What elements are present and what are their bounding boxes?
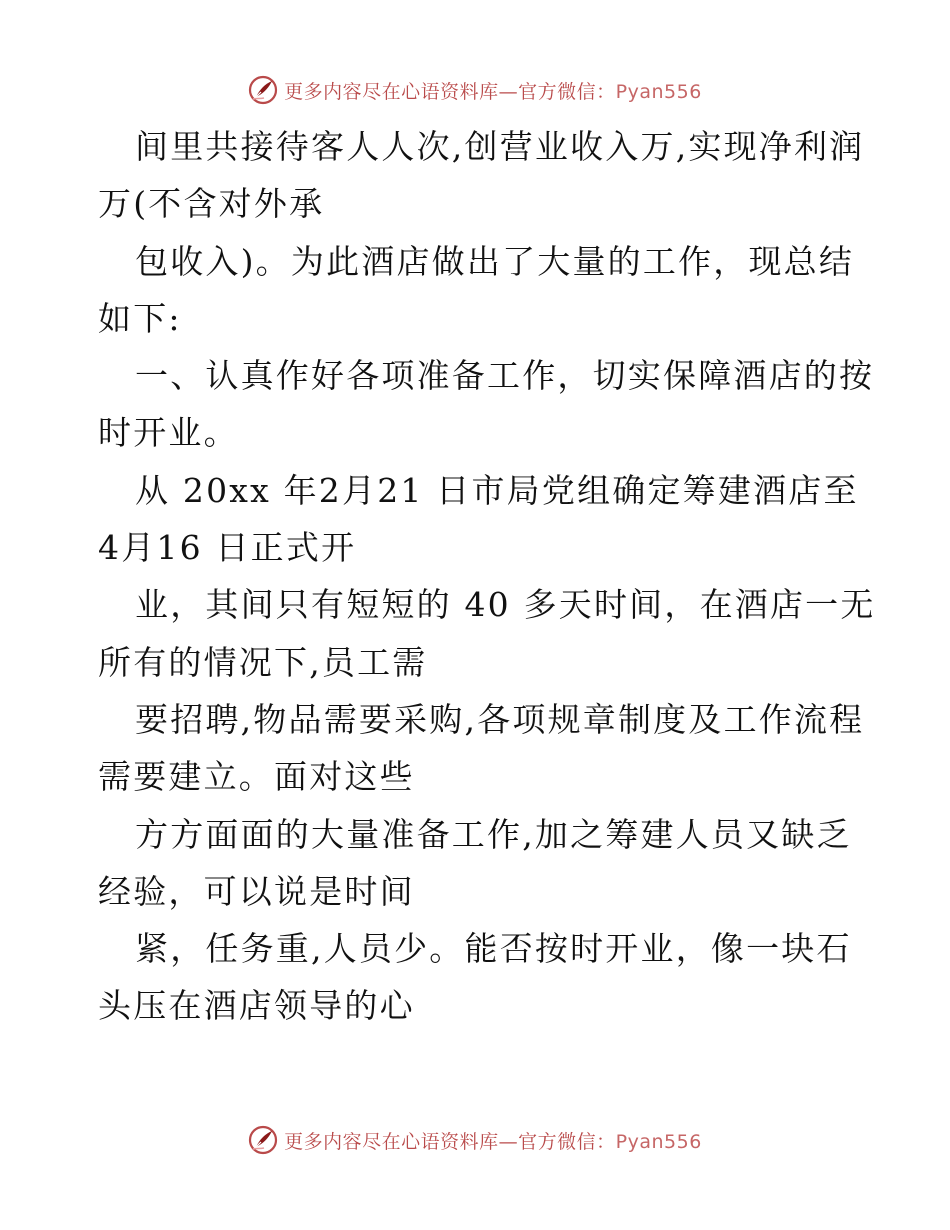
body-line: 要招聘,物品需要采购,各项规章制度及工作流程	[135, 699, 865, 739]
footer-wechat-id: Pyan556	[615, 1130, 702, 1153]
header-wechat-id: Pyan556	[615, 80, 702, 103]
footer-banner-label: 更多内容尽在心语资料库—官方微信：	[284, 1130, 616, 1153]
body-line: 需要建立。面对这些	[98, 757, 415, 797]
body-line: 从 20xx 年2月21 日市局党组确定筹建酒店至	[135, 470, 859, 510]
quill-logo-icon	[248, 1125, 278, 1155]
body-line: 如下:	[98, 298, 182, 338]
header-banner-label: 更多内容尽在心语资料库—官方微信：	[284, 80, 616, 103]
body-line: 方方面面的大量准备工作,加之筹建人员又缺乏	[135, 814, 852, 854]
body-line: 经验，可以说是时间	[98, 871, 415, 911]
body-line: 时开业。	[98, 413, 239, 453]
body-line: 头压在酒店领导的心	[98, 986, 415, 1026]
body-line: 紧，任务重,人员少。能否按时开业，像一块石	[135, 929, 852, 969]
body-line: 业，其间只有短短的 40 多天时间，在酒店一无	[135, 585, 876, 625]
footer-banner-text	[284, 1127, 702, 1154]
body-line: 包收入)。为此酒店做出了大量的工作，现总结	[135, 241, 855, 281]
header-banner	[0, 70, 950, 110]
body-line: 万(不含对外承	[98, 184, 325, 224]
quill-logo-icon	[248, 75, 278, 105]
document-body	[98, 118, 876, 1035]
header-banner-text	[284, 77, 702, 104]
body-line: 间里共接待客人人次,创营业收入万,实现净利润	[135, 127, 865, 166]
body-line: 所有的情况下,员工需	[98, 642, 428, 682]
footer-banner	[0, 1120, 950, 1160]
body-line: 4月16 日正式开	[98, 528, 357, 568]
body-line: 一、认真作好各项准备工作，切实保障酒店的按	[135, 356, 875, 396]
